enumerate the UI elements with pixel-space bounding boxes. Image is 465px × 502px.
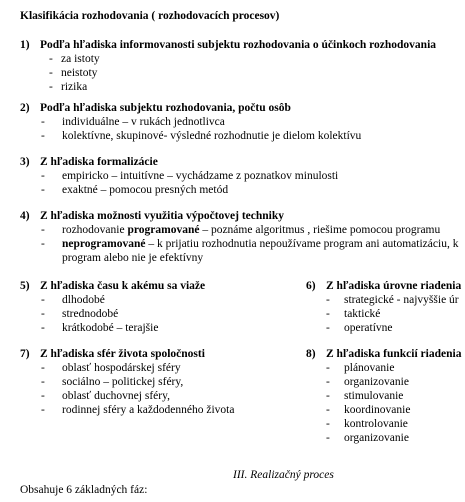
list-item: - rizika — [49, 81, 88, 93]
section-2 — [20, 101, 362, 143]
section-4-heading: 4) Z hľadiska možnosti využitia výpočtovej techniky — [20, 210, 285, 222]
list-item: - krátkodobé – terajšie — [41, 322, 159, 334]
list-item: - rodinnej sféry a každodenného života — [41, 404, 235, 416]
list-item: - strednodobé — [41, 308, 119, 320]
list-item: - koordinovanie — [326, 404, 411, 416]
list-item: - rozhodovanie programované – poznáme algoritmus , riešime pomocou programu — [41, 224, 441, 236]
list-item-continuation: program alebo nie je efektívny — [62, 252, 204, 264]
section-6-heading: 6) Z hľadiska úrovne riadenia — [306, 280, 462, 292]
section-3 — [20, 155, 339, 197]
list-item: - stimulovanie — [326, 390, 404, 402]
section-8-heading: 8) Z hľadiska funkcií riadenia — [306, 348, 462, 360]
list-item: - plánovanie — [326, 362, 395, 374]
list-item: - individuálne – v rukách jednotlivca — [41, 116, 225, 128]
section-5-heading: 5) Z hľadiska času k akému sa viaže — [20, 280, 206, 292]
list-item: - neistoty — [49, 67, 98, 79]
list-item: - operatívne — [326, 322, 393, 334]
list-item: - neprogramované – k prijatiu rozhodnutia nepoužívame program ani automatizáciu, k — [41, 238, 459, 250]
section-2-heading: 2) Podľa hľadiska subjektu rozhodovania, počtu osôb — [20, 102, 291, 114]
list-item: - za istoty — [49, 53, 100, 65]
section-7-heading: 7) Z hľadiska sfér života spoločnosti — [20, 348, 205, 360]
section-3-heading: 3) Z hľadiska formalizácie — [20, 156, 158, 168]
section-5 — [20, 279, 205, 335]
list-item: - oblasť hospodárskej sféry — [41, 362, 181, 374]
section-1 — [20, 38, 436, 94]
section-7 — [20, 347, 235, 417]
list-item: - taktické — [326, 308, 381, 320]
list-item: - kontrolovanie — [326, 418, 408, 430]
list-item: - empiricko – intuitívne – vychádzame z poznatkov minulosti — [41, 170, 339, 182]
section-1-heading: 1) Podľa hľadiska informovanosti subjektu rozhodovania o účinkoch rozhodovania — [20, 39, 437, 51]
section-6 — [306, 279, 461, 335]
section-8 — [306, 347, 461, 445]
list-item: - kolektívne, skupinové- výsledné rozhodnutie je dielom kolektívu — [41, 130, 362, 142]
list-item: - sociálno – politickej sféry, — [41, 376, 184, 388]
list-item: - strategické - najvyššie úr — [326, 294, 459, 306]
list-item: - dlhodobé — [41, 294, 105, 306]
section-title-realization-process: III. Realizačný proces — [233, 469, 334, 481]
section-4 — [20, 209, 459, 265]
document-title: Klasifikácia rozhodovania ( rozhodovacích procesov) — [20, 10, 280, 22]
list-item: - organizovanie — [326, 432, 409, 444]
list-item: - organizovanie — [326, 376, 409, 388]
phases-intro: Obsahuje 6 základných fáz: — [20, 484, 148, 496]
list-item: - oblasť duchovnej sféry, — [41, 390, 170, 402]
list-item: - exaktné – pomocou presných metód — [41, 184, 229, 196]
